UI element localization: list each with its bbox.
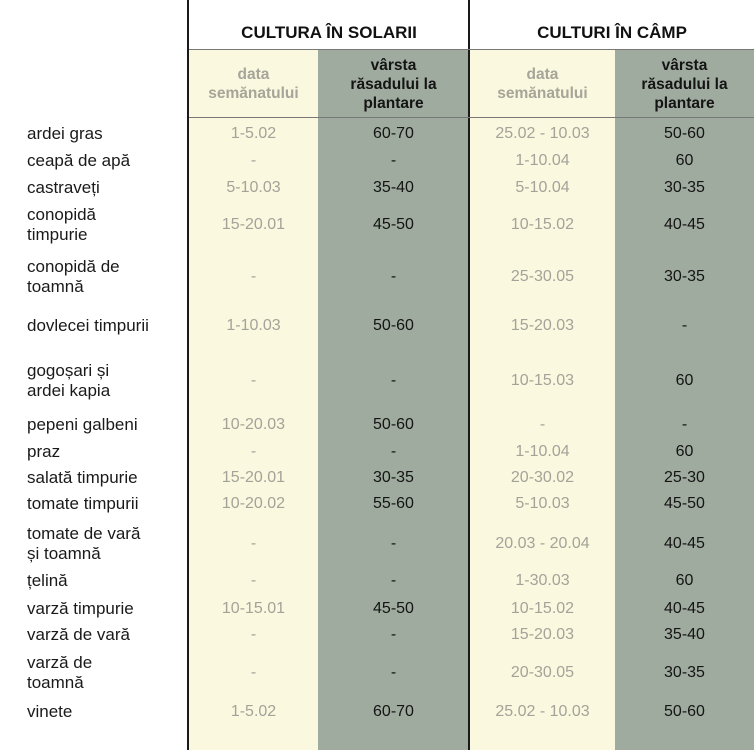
plant-name-line: tomate timpurii [27,494,139,513]
plant-name-line: toamnă [27,277,84,296]
solarii-seedling-age: 35-40 [373,179,414,196]
solarii-sowing-date: - [250,152,257,169]
plant-name-line: conopidă de [27,257,120,276]
camp-sowing-date: 1-10.04 [515,443,570,460]
table-row [0,203,754,247]
camp-seedling-age: 30-35 [664,664,705,681]
solarii-sowing-date: 15-20.01 [221,216,286,233]
solarii-sowing-date: - [250,572,257,589]
plant-name-line: gogoșari și [27,361,110,380]
plant-name-line: pepeni galbeni [27,415,138,434]
header-line: data [237,66,270,83]
solarii-sowing-date: - [250,535,257,552]
camp-seedling-age: 40-45 [664,535,705,552]
solarii-sowing-date: - [250,626,257,643]
plant-name [27,175,187,201]
plant-name [27,650,187,696]
solarii-seedling-age: 60-70 [373,703,414,720]
plant-name-line: castraveți [27,178,100,197]
table-row [0,121,754,147]
solarii-sowing-date: 10-20.02 [221,495,286,512]
solarii-seedling-age: - [390,443,397,460]
table-row [0,439,754,465]
table-row [0,175,754,201]
camp-sowing-date: 20.03 - 20.04 [495,535,590,552]
camp-sowing-date: 1-30.03 [515,572,570,589]
camp-seedling-age: 60 [675,443,694,460]
table-row [0,568,754,594]
plant-name-line: ardei kapia [27,381,111,400]
camp-seedling-age: 60 [675,152,694,169]
table-row [0,650,754,696]
camp-sowing-date: 10-15.03 [510,372,575,389]
camp-seedling-age: 50-60 [664,125,705,142]
camp-date-header [470,52,615,116]
camp-seedling-age: 60 [675,572,694,589]
table-row [0,356,754,406]
plant-name-line: țelină [27,571,68,590]
header-line: data [526,66,559,83]
solarii-seedling-age: 30-35 [373,469,414,486]
table-row [0,698,754,726]
camp-sowing-date: 10-15.02 [510,216,575,233]
solarii-date-header [189,52,318,116]
plant-name-line: conopidă [27,205,97,224]
table-row [0,252,754,302]
solarii-seedling-age: - [390,572,397,589]
camp-sowing-date: 25-30.05 [510,268,575,285]
header-line: răsadului la [350,75,437,93]
plant-name-line: timpurie [27,225,88,244]
solarii-seedling-age: - [390,626,397,643]
solarii-sowing-date: - [250,268,257,285]
table-row [0,148,754,174]
header-line: semănatului [497,85,588,102]
header-line: vârsta [370,56,417,74]
solarii-sowing-date: 5-10.03 [226,179,281,196]
plant-name [27,121,187,147]
camp-seedling-age: - [681,416,688,433]
table-row [0,465,754,491]
camp-sowing-date: 15-20.03 [510,317,575,334]
plant-name-line: varză de [27,653,93,672]
solarii-sowing-date: 1-5.02 [230,703,277,720]
header-divider-top [189,49,754,50]
camp-sowing-date: - [539,416,546,433]
plant-name-line: salată timpurie [27,468,138,487]
camp-seedling-age: 30-35 [664,179,705,196]
table-row [0,309,754,343]
header-divider-bottom [189,117,754,118]
solarii-seedling-age: 50-60 [373,317,414,334]
camp-sowing-date: 10-15.02 [510,600,575,617]
plant-name [27,439,187,465]
header-line: vârsta [661,56,708,74]
camp-seedling-age: 45-50 [664,495,705,512]
solarii-group-title: CULTURA ÎN SOLARII [241,23,417,42]
camp-sowing-date: 25.02 - 10.03 [495,703,590,720]
solarii-sowing-date: - [250,372,257,389]
solarii-seedling-age: - [390,664,397,681]
plant-name-line: ceapă de apă [27,151,131,170]
plant-name-line: tomate de vară [27,524,141,543]
plant-name [27,465,187,491]
plant-name [27,309,187,343]
plant-name [27,520,187,568]
camp-sowing-date: 25.02 - 10.03 [495,125,590,142]
plant-name [27,356,187,406]
solarii-sowing-date: - [250,443,257,460]
plant-name [27,203,187,247]
solarii-seedling-age: 55-60 [373,495,414,512]
table-row [0,412,754,438]
camp-seedling-age: 30-35 [664,268,705,285]
plant-name [27,596,187,622]
solarii-seedling-age: - [390,268,397,285]
plant-name [27,568,187,594]
solarii-seedling-age: - [390,372,397,389]
table-row [0,596,754,622]
camp-sowing-date: 20-30.02 [510,469,575,486]
camp-age-header [615,52,754,116]
solarii-sowing-date: 10-15.01 [221,600,286,617]
camp-sowing-date: 5-10.03 [515,495,570,512]
table-row [0,622,754,648]
solarii-seedling-age: 45-50 [373,600,414,617]
camp-seedling-age: 35-40 [664,626,705,643]
camp-sowing-date: 20-30.05 [510,664,575,681]
camp-sowing-date: 5-10.04 [515,179,570,196]
plant-name [27,148,187,174]
solarii-age-header [318,52,469,116]
plant-name-line: varză timpurie [27,599,134,618]
solarii-seedling-age: - [390,535,397,552]
plant-name-line: praz [27,442,61,461]
table-row [0,520,754,568]
solarii-sowing-date: 15-20.01 [221,469,286,486]
plant-name-line: ardei gras [27,124,103,143]
camp-seedling-age: 40-45 [664,600,705,617]
camp-sowing-date: 1-10.04 [515,152,570,169]
plant-name-line: vinete [27,702,73,721]
header-line: plantare [654,94,715,112]
plant-name-line: și toamnă [27,544,101,563]
plant-name [27,698,187,726]
plant-name-line: varză de vară [27,625,130,644]
plant-name [27,412,187,438]
solarii-sowing-date: 10-20.03 [221,416,286,433]
camp-seedling-age: - [681,317,688,334]
camp-seedling-age: 40-45 [664,216,705,233]
solarii-seedling-age: 45-50 [373,216,414,233]
solarii-seedling-age: 50-60 [373,416,414,433]
solarii-seedling-age: - [390,152,397,169]
camp-sowing-date: 15-20.03 [510,626,575,643]
header-line: răsadului la [641,75,728,93]
camp-group-title: CULTURI ÎN CÂMP [537,23,687,42]
plant-name-line: dovlecei timpurii [27,316,149,335]
solarii-sowing-date: - [250,664,257,681]
camp-seedling-age: 25-30 [664,469,705,486]
table-row [0,491,754,517]
camp-seedling-age: 50-60 [664,703,705,720]
solarii-sowing-date: 1-5.02 [230,125,277,142]
solarii-sowing-date: 1-10.03 [226,317,281,334]
plant-name [27,491,187,517]
camp-seedling-age: 60 [675,372,694,389]
solarii-seedling-age: 60-70 [373,125,414,142]
header-line: plantare [363,94,424,112]
plant-name [27,622,187,648]
plant-name-line: toamnă [27,673,84,692]
header-line: semănatului [208,85,299,102]
plant-name [27,252,187,302]
